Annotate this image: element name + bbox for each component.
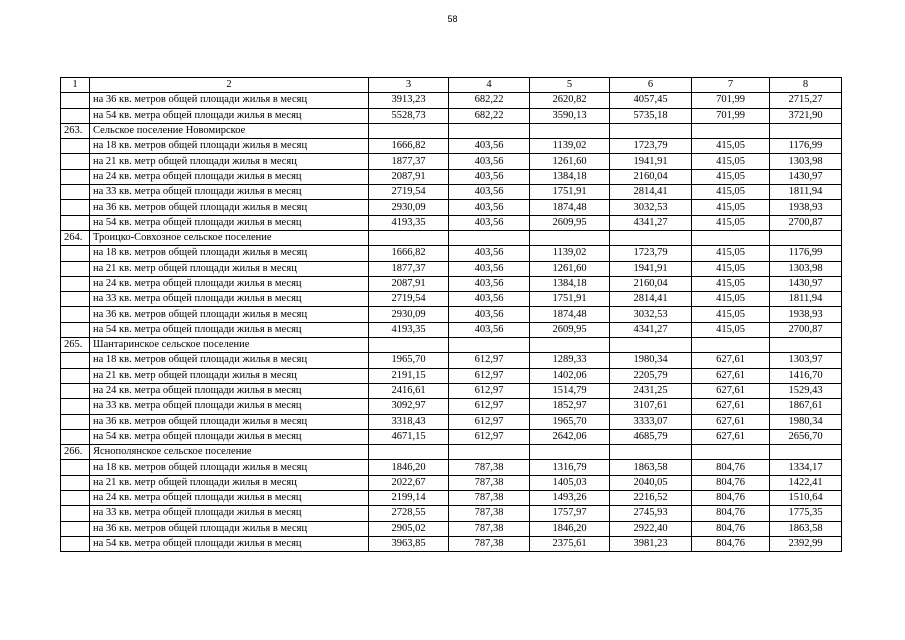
row-number: [61, 460, 90, 475]
value-cell: 627,61: [692, 353, 770, 368]
table-row: [61, 200, 842, 215]
value-cell: 403,56: [449, 322, 530, 337]
header-cell: 4: [449, 78, 530, 93]
section-row: [61, 230, 842, 245]
value-cell: 1384,18: [530, 276, 610, 291]
value-cell: 787,38: [449, 536, 530, 551]
value-cell: 1757,97: [530, 506, 610, 521]
value-cell: 1303,98: [770, 154, 842, 169]
value-cell: 1334,17: [770, 460, 842, 475]
row-number: [61, 368, 90, 383]
value-cell: 1303,98: [770, 261, 842, 276]
value-cell: 1510,64: [770, 491, 842, 506]
header-cell: 7: [692, 78, 770, 93]
value-cell: 1289,33: [530, 353, 610, 368]
row-label: на 54 кв. метра общей площади жилья в месяц: [90, 108, 369, 123]
value-cell: 804,76: [692, 521, 770, 536]
value-cell: 1666,82: [369, 246, 449, 261]
value-cell: 1666,82: [369, 139, 449, 154]
value-cell: 1176,99: [770, 246, 842, 261]
table-row: [61, 414, 842, 429]
value-cell: 415,05: [692, 322, 770, 337]
header-cell: 8: [770, 78, 842, 93]
table-row: [61, 353, 842, 368]
value-cell: 1261,60: [530, 154, 610, 169]
value-cell: 701,99: [692, 93, 770, 108]
value-cell: 2375,61: [530, 536, 610, 551]
value-cell: 1493,26: [530, 491, 610, 506]
table-row: [61, 383, 842, 398]
value-cell: 4341,27: [610, 322, 692, 337]
value-cell: 682,22: [449, 108, 530, 123]
value-cell: 2745,93: [610, 506, 692, 521]
value-cell: 5735,18: [610, 108, 692, 123]
table-row: [61, 185, 842, 200]
value-cell: 1938,93: [770, 307, 842, 322]
row-label: на 18 кв. метров общей площади жилья в месяц: [90, 353, 369, 368]
table-row: [61, 521, 842, 536]
row-number: [61, 200, 90, 215]
row-label: на 21 кв. метр общей площади жилья в месяц: [90, 154, 369, 169]
table-row: [61, 429, 842, 444]
row-label: на 36 кв. метров общей площади жилья в месяц: [90, 521, 369, 536]
value-cell: 2642,06: [530, 429, 610, 444]
value-cell: 1139,02: [530, 246, 610, 261]
value-cell: 787,38: [449, 521, 530, 536]
value-cell: 787,38: [449, 475, 530, 490]
empty-cell: [610, 123, 692, 138]
row-number: [61, 475, 90, 490]
row-number: 263.: [61, 123, 90, 138]
header-cell: 3: [369, 78, 449, 93]
value-cell: 3721,90: [770, 108, 842, 123]
value-cell: 415,05: [692, 261, 770, 276]
value-cell: 1846,20: [530, 521, 610, 536]
empty-cell: [610, 338, 692, 353]
empty-cell: [449, 230, 530, 245]
row-number: 265.: [61, 338, 90, 353]
row-number: [61, 353, 90, 368]
section-row: [61, 123, 842, 138]
value-cell: 2620,82: [530, 93, 610, 108]
value-cell: 1874,48: [530, 307, 610, 322]
empty-cell: [449, 338, 530, 353]
row-label: на 54 кв. метра общей площади жилья в месяц: [90, 322, 369, 337]
value-cell: 3963,85: [369, 536, 449, 551]
table-row: [61, 154, 842, 169]
value-cell: 2728,55: [369, 506, 449, 521]
row-number: [61, 491, 90, 506]
value-cell: 415,05: [692, 246, 770, 261]
value-cell: 1863,58: [610, 460, 692, 475]
value-cell: 2160,04: [610, 276, 692, 291]
empty-cell: [610, 230, 692, 245]
row-number: [61, 506, 90, 521]
value-cell: 5528,73: [369, 108, 449, 123]
row-number: [61, 414, 90, 429]
value-cell: 4341,27: [610, 215, 692, 230]
empty-cell: [770, 445, 842, 460]
value-cell: 627,61: [692, 368, 770, 383]
value-cell: 612,97: [449, 383, 530, 398]
value-cell: 415,05: [692, 154, 770, 169]
table-header-row: [61, 78, 842, 93]
value-cell: 612,97: [449, 399, 530, 414]
row-number: [61, 108, 90, 123]
row-number: [61, 261, 90, 276]
value-cell: 2609,95: [530, 322, 610, 337]
value-cell: 1867,61: [770, 399, 842, 414]
section-title: Шантаринское сельское поселение: [90, 338, 369, 353]
value-cell: 2719,54: [369, 185, 449, 200]
value-cell: 804,76: [692, 506, 770, 521]
section-title: Яснополянское сельское поселение: [90, 445, 369, 460]
row-number: [61, 154, 90, 169]
row-number: [61, 292, 90, 307]
value-cell: 415,05: [692, 139, 770, 154]
row-label: на 36 кв. метров общей площади жилья в месяц: [90, 200, 369, 215]
row-label: на 33 кв. метра общей площади жилья в месяц: [90, 185, 369, 200]
value-cell: 2922,40: [610, 521, 692, 536]
empty-cell: [369, 123, 449, 138]
value-cell: 1775,35: [770, 506, 842, 521]
value-cell: 4685,79: [610, 429, 692, 444]
empty-cell: [610, 445, 692, 460]
value-cell: 415,05: [692, 185, 770, 200]
section-title: Троицко-Совхозное сельское поселение: [90, 230, 369, 245]
row-number: [61, 276, 90, 291]
empty-cell: [449, 445, 530, 460]
row-label: на 24 кв. метра общей площади жилья в месяц: [90, 169, 369, 184]
row-number: [61, 307, 90, 322]
table-row: [61, 169, 842, 184]
value-cell: 804,76: [692, 475, 770, 490]
value-cell: 2656,70: [770, 429, 842, 444]
value-cell: 415,05: [692, 292, 770, 307]
table-row: [61, 246, 842, 261]
value-cell: 1852,97: [530, 399, 610, 414]
value-cell: 2905,02: [369, 521, 449, 536]
value-cell: 2416,61: [369, 383, 449, 398]
value-cell: 2719,54: [369, 292, 449, 307]
value-cell: 1874,48: [530, 200, 610, 215]
value-cell: 3032,53: [610, 200, 692, 215]
row-number: [61, 429, 90, 444]
value-cell: 403,56: [449, 154, 530, 169]
value-cell: 1980,34: [770, 414, 842, 429]
row-number: 264.: [61, 230, 90, 245]
value-cell: 2160,04: [610, 169, 692, 184]
table-row: [61, 460, 842, 475]
value-cell: 2814,41: [610, 292, 692, 307]
empty-cell: [692, 445, 770, 460]
value-cell: 627,61: [692, 383, 770, 398]
value-cell: 3032,53: [610, 307, 692, 322]
value-cell: 4193,35: [369, 322, 449, 337]
row-number: [61, 185, 90, 200]
value-cell: 787,38: [449, 460, 530, 475]
value-cell: 1261,60: [530, 261, 610, 276]
row-number: [61, 215, 90, 230]
value-cell: 2216,52: [610, 491, 692, 506]
row-label: на 54 кв. метра общей площади жилья в месяц: [90, 215, 369, 230]
row-number: [61, 383, 90, 398]
value-cell: 2431,25: [610, 383, 692, 398]
value-cell: 403,56: [449, 261, 530, 276]
header-cell: 2: [90, 78, 369, 93]
table-row: [61, 261, 842, 276]
value-cell: 612,97: [449, 414, 530, 429]
table-row: [61, 276, 842, 291]
row-label: на 33 кв. метра общей площади жилья в месяц: [90, 506, 369, 521]
empty-cell: [369, 230, 449, 245]
row-label: на 54 кв. метра общей площади жилья в месяц: [90, 429, 369, 444]
value-cell: 1877,37: [369, 261, 449, 276]
value-cell: 403,56: [449, 139, 530, 154]
empty-cell: [369, 338, 449, 353]
tariff-table: [60, 77, 842, 552]
value-cell: 2715,27: [770, 93, 842, 108]
empty-cell: [530, 338, 610, 353]
value-cell: 1877,37: [369, 154, 449, 169]
value-cell: 4671,15: [369, 429, 449, 444]
value-cell: 403,56: [449, 276, 530, 291]
value-cell: 804,76: [692, 460, 770, 475]
value-cell: 1965,70: [530, 414, 610, 429]
value-cell: 2087,91: [369, 169, 449, 184]
row-label: на 18 кв. метров общей площади жилья в месяц: [90, 246, 369, 261]
value-cell: 1529,43: [770, 383, 842, 398]
value-cell: 787,38: [449, 491, 530, 506]
value-cell: 1751,91: [530, 185, 610, 200]
section-row: [61, 445, 842, 460]
value-cell: 403,56: [449, 307, 530, 322]
value-cell: 1938,93: [770, 200, 842, 215]
row-number: [61, 536, 90, 551]
value-cell: 415,05: [692, 215, 770, 230]
value-cell: 1811,94: [770, 185, 842, 200]
empty-cell: [692, 338, 770, 353]
value-cell: 2199,14: [369, 491, 449, 506]
table-row: [61, 322, 842, 337]
row-label: на 24 кв. метра общей площади жилья в месяц: [90, 491, 369, 506]
value-cell: 2609,95: [530, 215, 610, 230]
row-label: на 36 кв. метров общей площади жилья в месяц: [90, 93, 369, 108]
value-cell: 2392,99: [770, 536, 842, 551]
value-cell: 612,97: [449, 429, 530, 444]
empty-cell: [530, 123, 610, 138]
row-label: на 18 кв. метров общей площади жилья в месяц: [90, 460, 369, 475]
row-number: [61, 246, 90, 261]
value-cell: 403,56: [449, 215, 530, 230]
value-cell: 1941,91: [610, 154, 692, 169]
value-cell: 2814,41: [610, 185, 692, 200]
value-cell: 1941,91: [610, 261, 692, 276]
value-cell: 1723,79: [610, 139, 692, 154]
value-cell: 1422,41: [770, 475, 842, 490]
value-cell: 612,97: [449, 353, 530, 368]
value-cell: 1405,03: [530, 475, 610, 490]
table-row: [61, 108, 842, 123]
value-cell: 627,61: [692, 399, 770, 414]
value-cell: 3590,13: [530, 108, 610, 123]
empty-cell: [449, 123, 530, 138]
empty-cell: [530, 230, 610, 245]
section-title: Сельское поселение Новомирское: [90, 123, 369, 138]
value-cell: 804,76: [692, 536, 770, 551]
value-cell: 1723,79: [610, 246, 692, 261]
value-cell: 403,56: [449, 200, 530, 215]
value-cell: 3981,23: [610, 536, 692, 551]
value-cell: 3913,23: [369, 93, 449, 108]
value-cell: 787,38: [449, 506, 530, 521]
value-cell: 1863,58: [770, 521, 842, 536]
row-label: на 36 кв. метров общей площади жилья в месяц: [90, 307, 369, 322]
table-row: [61, 307, 842, 322]
value-cell: 1303,97: [770, 353, 842, 368]
empty-cell: [770, 123, 842, 138]
value-cell: 612,97: [449, 368, 530, 383]
value-cell: 1811,94: [770, 292, 842, 307]
row-number: [61, 399, 90, 414]
row-number: [61, 169, 90, 184]
table-row: [61, 139, 842, 154]
page-number: 58: [447, 14, 458, 24]
row-label: на 33 кв. метра общей площади жилья в месяц: [90, 292, 369, 307]
header-cell: 1: [61, 78, 90, 93]
value-cell: 403,56: [449, 169, 530, 184]
value-cell: 627,61: [692, 414, 770, 429]
value-cell: 1176,99: [770, 139, 842, 154]
value-cell: 3318,43: [369, 414, 449, 429]
value-cell: 2700,87: [770, 215, 842, 230]
empty-cell: [692, 230, 770, 245]
empty-cell: [692, 123, 770, 138]
table-row: [61, 491, 842, 506]
value-cell: 1416,70: [770, 368, 842, 383]
row-label: на 21 кв. метр общей площади жилья в месяц: [90, 261, 369, 276]
value-cell: 2930,09: [369, 200, 449, 215]
value-cell: 1430,97: [770, 169, 842, 184]
value-cell: 1514,79: [530, 383, 610, 398]
value-cell: 682,22: [449, 93, 530, 108]
row-label: на 36 кв. метров общей площади жилья в месяц: [90, 414, 369, 429]
value-cell: 804,76: [692, 491, 770, 506]
value-cell: 2087,91: [369, 276, 449, 291]
value-cell: 2040,05: [610, 475, 692, 490]
value-cell: 1139,02: [530, 139, 610, 154]
row-label: на 54 кв. метра общей площади жилья в месяц: [90, 536, 369, 551]
value-cell: 1402,06: [530, 368, 610, 383]
empty-cell: [770, 338, 842, 353]
header-cell: 5: [530, 78, 610, 93]
value-cell: 2205,79: [610, 368, 692, 383]
row-number: [61, 139, 90, 154]
table-row: [61, 399, 842, 414]
value-cell: 701,99: [692, 108, 770, 123]
table-row: [61, 292, 842, 307]
table-row: [61, 368, 842, 383]
value-cell: 403,56: [449, 292, 530, 307]
empty-cell: [770, 230, 842, 245]
value-cell: 403,56: [449, 246, 530, 261]
value-cell: 3107,61: [610, 399, 692, 414]
value-cell: 4193,35: [369, 215, 449, 230]
value-cell: 415,05: [692, 200, 770, 215]
value-cell: 2700,87: [770, 322, 842, 337]
header-cell: 6: [610, 78, 692, 93]
value-cell: 4057,45: [610, 93, 692, 108]
value-cell: 1980,34: [610, 353, 692, 368]
value-cell: 1316,79: [530, 460, 610, 475]
value-cell: 1751,91: [530, 292, 610, 307]
table-body: [61, 78, 842, 552]
value-cell: 415,05: [692, 169, 770, 184]
row-label: на 33 кв. метра общей площади жилья в месяц: [90, 399, 369, 414]
row-label: на 24 кв. метра общей площади жилья в месяц: [90, 276, 369, 291]
section-row: [61, 338, 842, 353]
row-number: [61, 521, 90, 536]
empty-cell: [369, 445, 449, 460]
value-cell: 1965,70: [369, 353, 449, 368]
value-cell: 415,05: [692, 276, 770, 291]
table-row: [61, 215, 842, 230]
value-cell: 2930,09: [369, 307, 449, 322]
row-label: на 18 кв. метров общей площади жилья в месяц: [90, 139, 369, 154]
value-cell: 1384,18: [530, 169, 610, 184]
row-label: на 24 кв. метра общей площади жилья в месяц: [90, 383, 369, 398]
row-number: [61, 93, 90, 108]
table-row: [61, 93, 842, 108]
value-cell: 3092,97: [369, 399, 449, 414]
empty-cell: [530, 445, 610, 460]
value-cell: 2022,67: [369, 475, 449, 490]
row-label: на 21 кв. метр общей площади жилья в месяц: [90, 475, 369, 490]
value-cell: 2191,15: [369, 368, 449, 383]
value-cell: 627,61: [692, 429, 770, 444]
value-cell: 415,05: [692, 307, 770, 322]
row-number: [61, 322, 90, 337]
row-number: 266.: [61, 445, 90, 460]
row-label: на 21 кв. метр общей площади жилья в месяц: [90, 368, 369, 383]
table-row: [61, 536, 842, 551]
value-cell: 403,56: [449, 185, 530, 200]
value-cell: 1430,97: [770, 276, 842, 291]
value-cell: 1846,20: [369, 460, 449, 475]
table-row: [61, 506, 842, 521]
value-cell: 3333,07: [610, 414, 692, 429]
table-row: [61, 475, 842, 490]
